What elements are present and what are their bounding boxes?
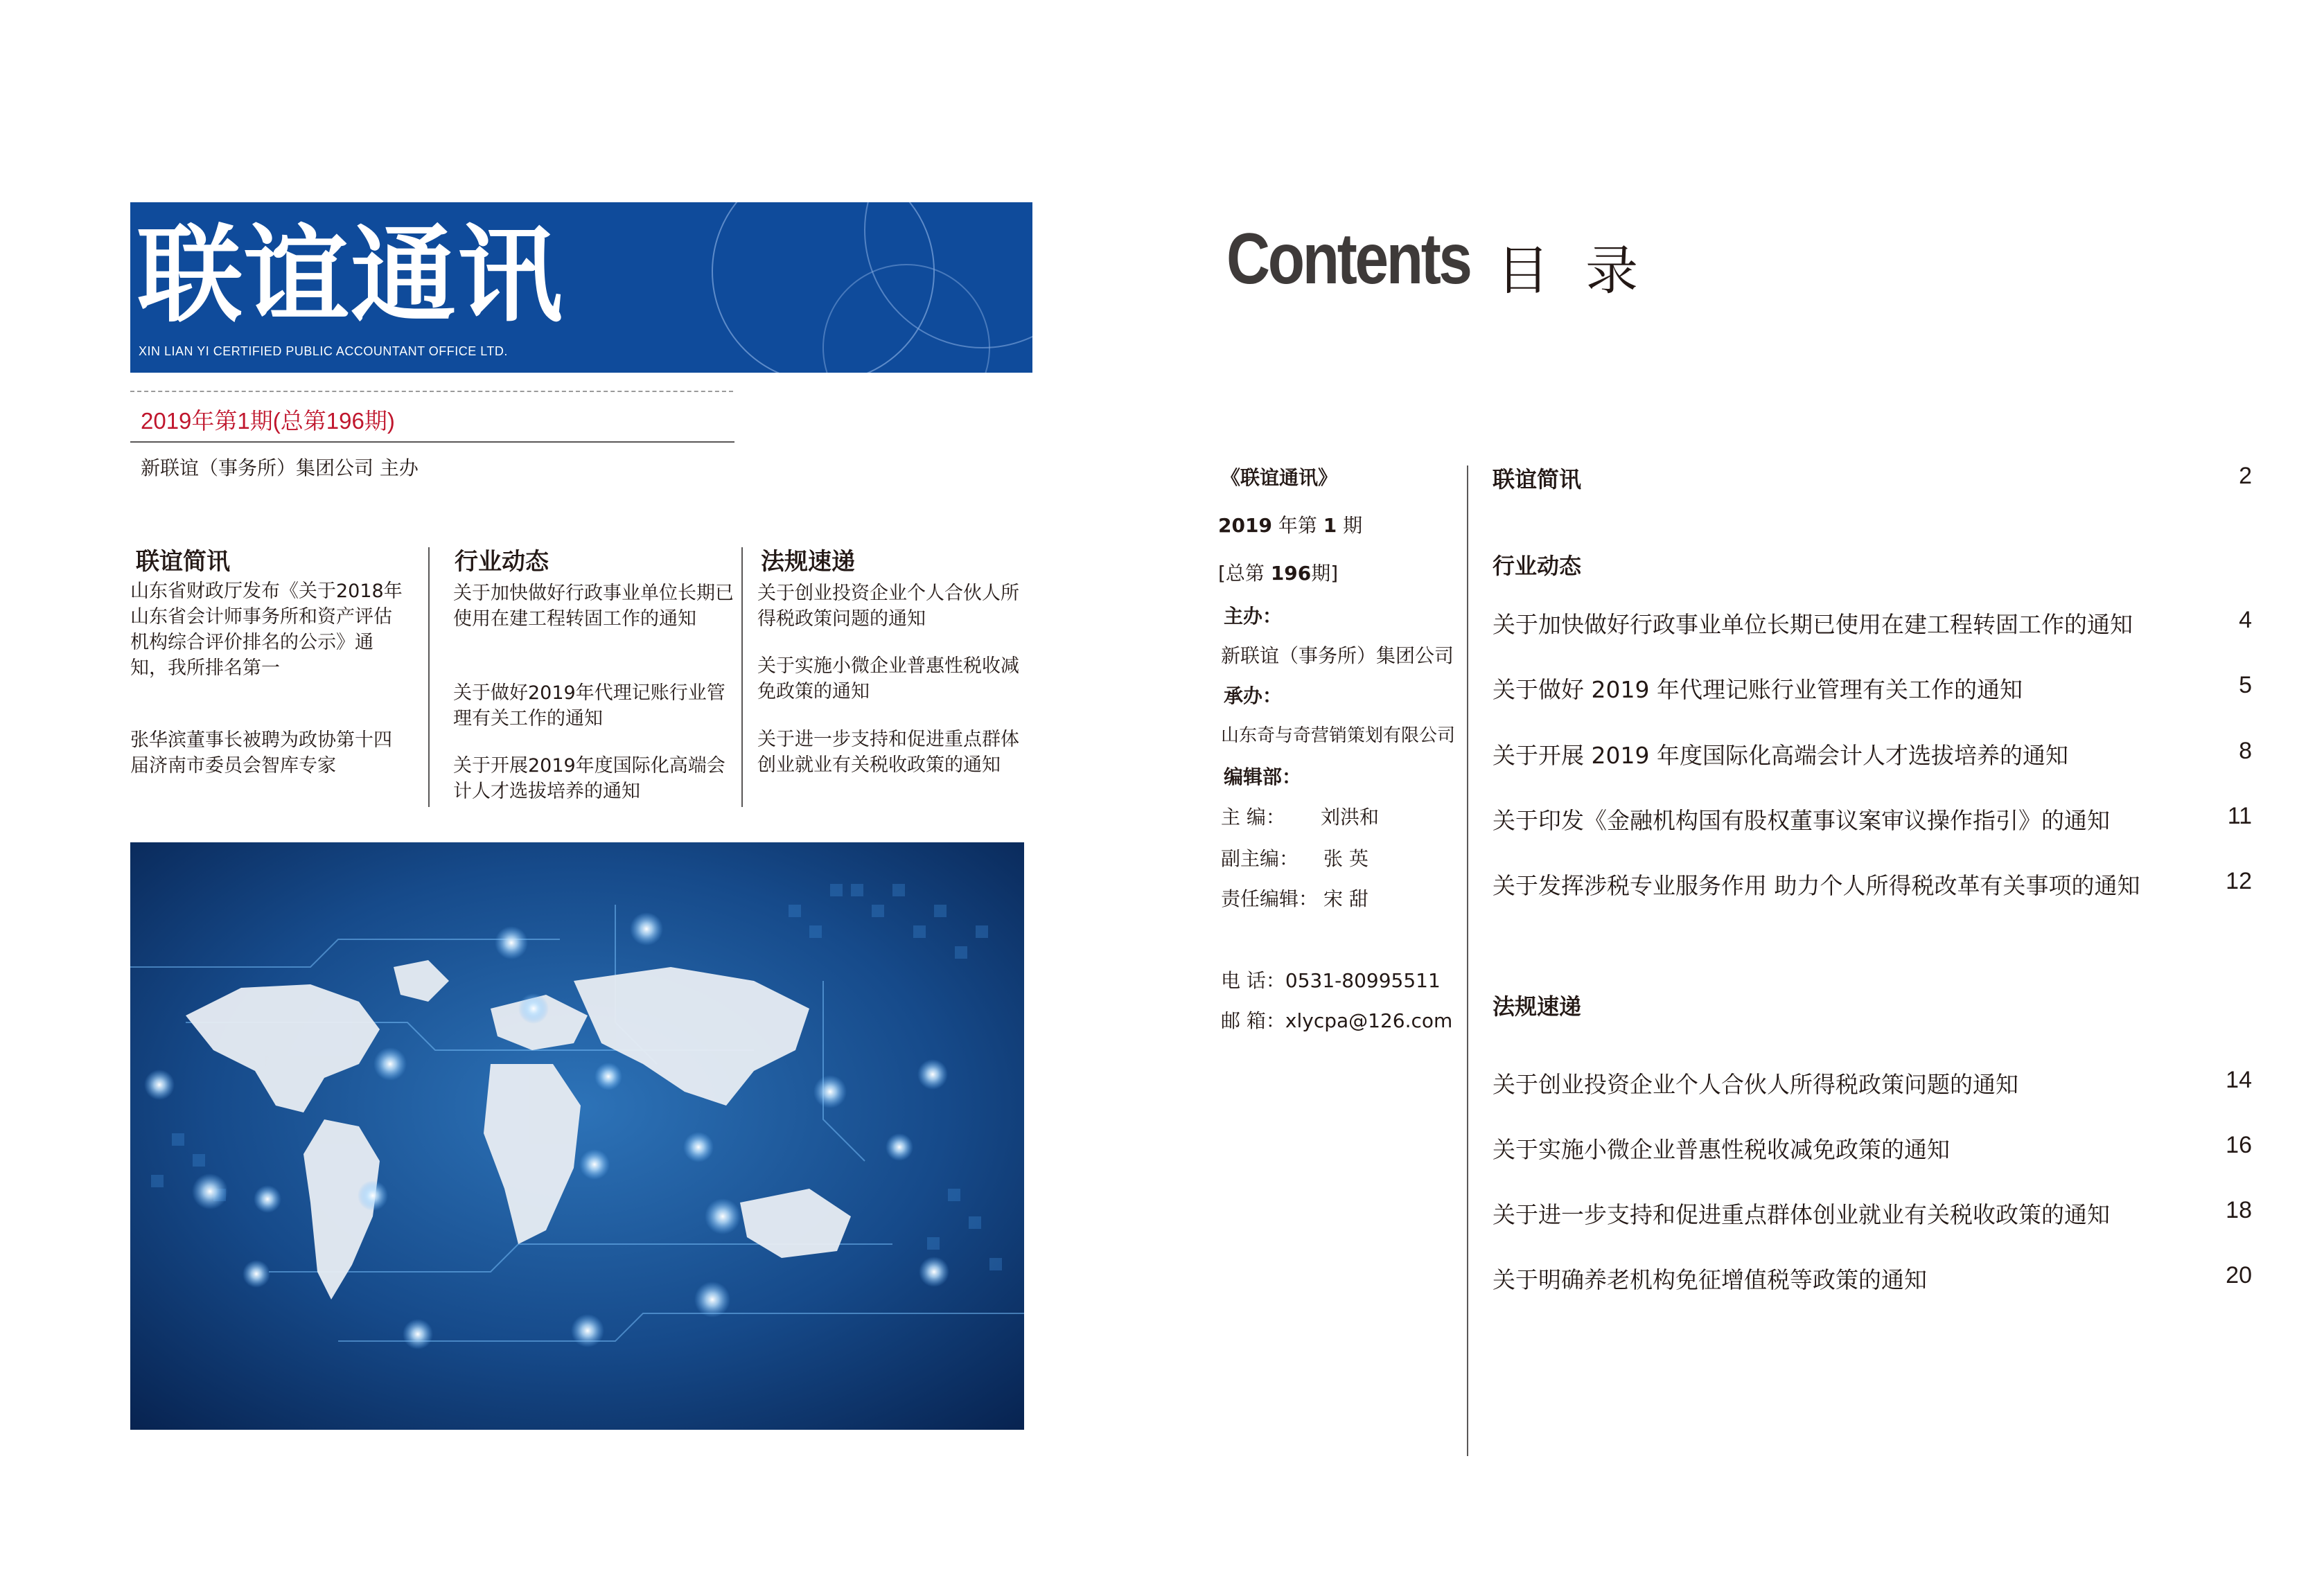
column-item: 关于实施小微企业普惠性税收减免政策的通知: [757, 655, 1019, 702]
column-item: 张华滨董事长被聘为政协第十四届济南市委员会智库专家: [130, 729, 392, 777]
info-chief-editor-label: 主 编：: [1221, 806, 1285, 828]
toc-item[interactable]: 关于实施小微企业普惠性税收减免政策的通知: [1493, 1136, 1950, 1163]
info-year-suffix: 年第: [1271, 514, 1323, 537]
contents-title-en: Contents: [1226, 219, 1470, 299]
masthead-banner: [130, 202, 1032, 373]
info-phone-value: 0531-80995511: [1285, 969, 1441, 992]
masthead-subtitle: XIN LIAN YI CERTIFIED PUBLIC ACCOUNTANT OFFICE LTD.: [139, 344, 508, 358]
info-host: 新联谊（事务所）集团公司: [1221, 644, 1454, 667]
toc-item[interactable]: 关于发挥涉税专业服务作用 助力个人所得税改革有关事项的通知: [1493, 872, 2140, 899]
solid-divider: [130, 441, 734, 443]
toc-page: 20: [2226, 1262, 2252, 1288]
info-undertaker: 山东奇与奇营销策划有限公司: [1221, 725, 1456, 746]
column-item: 关于开展2019年度国际化高端会计人才选拔培养的通知: [453, 755, 725, 802]
info-responsible-editor-label: 责任编辑：: [1221, 887, 1319, 910]
info-total-suffix: 期]: [1311, 562, 1339, 585]
info-undertaker-label: 承办：: [1224, 684, 1283, 707]
info-email: [1221, 1006, 1452, 1034]
column-item: 关于进一步支持和促进重点群体创业就业有关税收政策的通知: [757, 729, 1019, 776]
column-item: 山东省财政厅发布《关于2018年山东省会计师事务所和资产评估机构综合评价排名的公示》通知，我所排名第一: [130, 580, 403, 679]
info-total-num: 196: [1270, 562, 1312, 585]
toc-item[interactable]: 关于明确养老机构免征增值税等政策的通知: [1493, 1266, 1927, 1293]
toc-page: 16: [2226, 1132, 2252, 1158]
info-deputy-editor-label: 副主编：: [1221, 847, 1299, 870]
issue-number: 2019年第1期(总第196期): [141, 408, 395, 434]
info-chief-editor: 刘洪和: [1321, 806, 1380, 828]
toc-page: 8: [2239, 738, 2252, 764]
info-num: 1: [1323, 514, 1337, 537]
column-heading-regulations: 法规速递: [761, 548, 855, 576]
toc-page: 2: [2239, 463, 2252, 489]
toc-item[interactable]: 关于进一步支持和促进重点群体创业就业有关税收政策的通知: [1493, 1201, 2110, 1228]
info-total: [1218, 558, 1338, 586]
contents-title-zh: 目 录: [1497, 240, 1648, 301]
info-host-label: 主办：: [1224, 605, 1283, 628]
column-heading-industry: 行业动态: [455, 548, 549, 576]
vertical-divider: [1467, 466, 1468, 1456]
column-heading-news: 联谊简讯: [136, 548, 230, 576]
column-item: 关于加快做好行政事业单位长期已使用在建工程转固工作的通知: [453, 583, 734, 630]
masthead-title: 联谊通讯: [137, 214, 564, 337]
toc-item[interactable]: 关于加快做好行政事业单位长期已使用在建工程转固工作的通知: [1493, 611, 2133, 638]
toc-page: 5: [2239, 672, 2252, 698]
info-num-suffix: 期: [1337, 514, 1363, 537]
info-total-prefix: [总第: [1218, 562, 1271, 585]
column-divider: [428, 547, 430, 807]
info-phone: [1221, 966, 1441, 993]
info-deputy-editor: 张 英: [1323, 847, 1368, 870]
toc-item[interactable]: 关于创业投资企业个人合伙人所得税政策问题的通知: [1493, 1071, 2018, 1098]
toc-heading-industry: 行业动态: [1493, 553, 1582, 579]
dashed-divider: [130, 391, 733, 392]
column-item: 关于做好2019年代理记账行业管理有关工作的通知: [453, 682, 725, 729]
toc-item[interactable]: 关于印发《金融机构国有股权董事议案审议操作指引》的通知: [1493, 807, 2110, 834]
toc-page: 12: [2226, 868, 2252, 894]
toc-item[interactable]: 关于开展 2019 年度国际化高端会计人才选拔培养的通知: [1493, 742, 2068, 769]
info-email-value: xlycpa@126.com: [1285, 1009, 1453, 1032]
toc-page: 18: [2226, 1197, 2252, 1223]
info-editorial-label: 编辑部：: [1224, 765, 1302, 788]
info-publication-name: 《联谊通讯》: [1221, 466, 1338, 489]
info-year: 2019: [1218, 514, 1272, 537]
info-email-label: 邮 箱：: [1221, 1009, 1285, 1032]
info-phone-label: 电 话：: [1221, 969, 1285, 992]
toc-page: 11: [2227, 803, 2252, 829]
column-divider: [741, 547, 743, 807]
column-item: 关于创业投资企业个人合伙人所得税政策问题的通知: [757, 583, 1019, 630]
toc-page: 4: [2239, 607, 2252, 633]
info-responsible-editor: 宋 甜: [1323, 887, 1368, 910]
toc-item[interactable]: 关于做好 2019 年代理记账行业管理有关工作的通知: [1493, 676, 2023, 703]
toc-heading-news: 联谊简讯: [1493, 466, 1582, 493]
sponsor-line: 新联谊（事务所）集团公司 主办: [141, 456, 419, 479]
toc-heading-regulations: 法规速递: [1493, 993, 1582, 1020]
info-issue: [1218, 511, 1362, 538]
toc-page: 14: [2226, 1067, 2252, 1093]
world-map-image: [130, 842, 1024, 1430]
